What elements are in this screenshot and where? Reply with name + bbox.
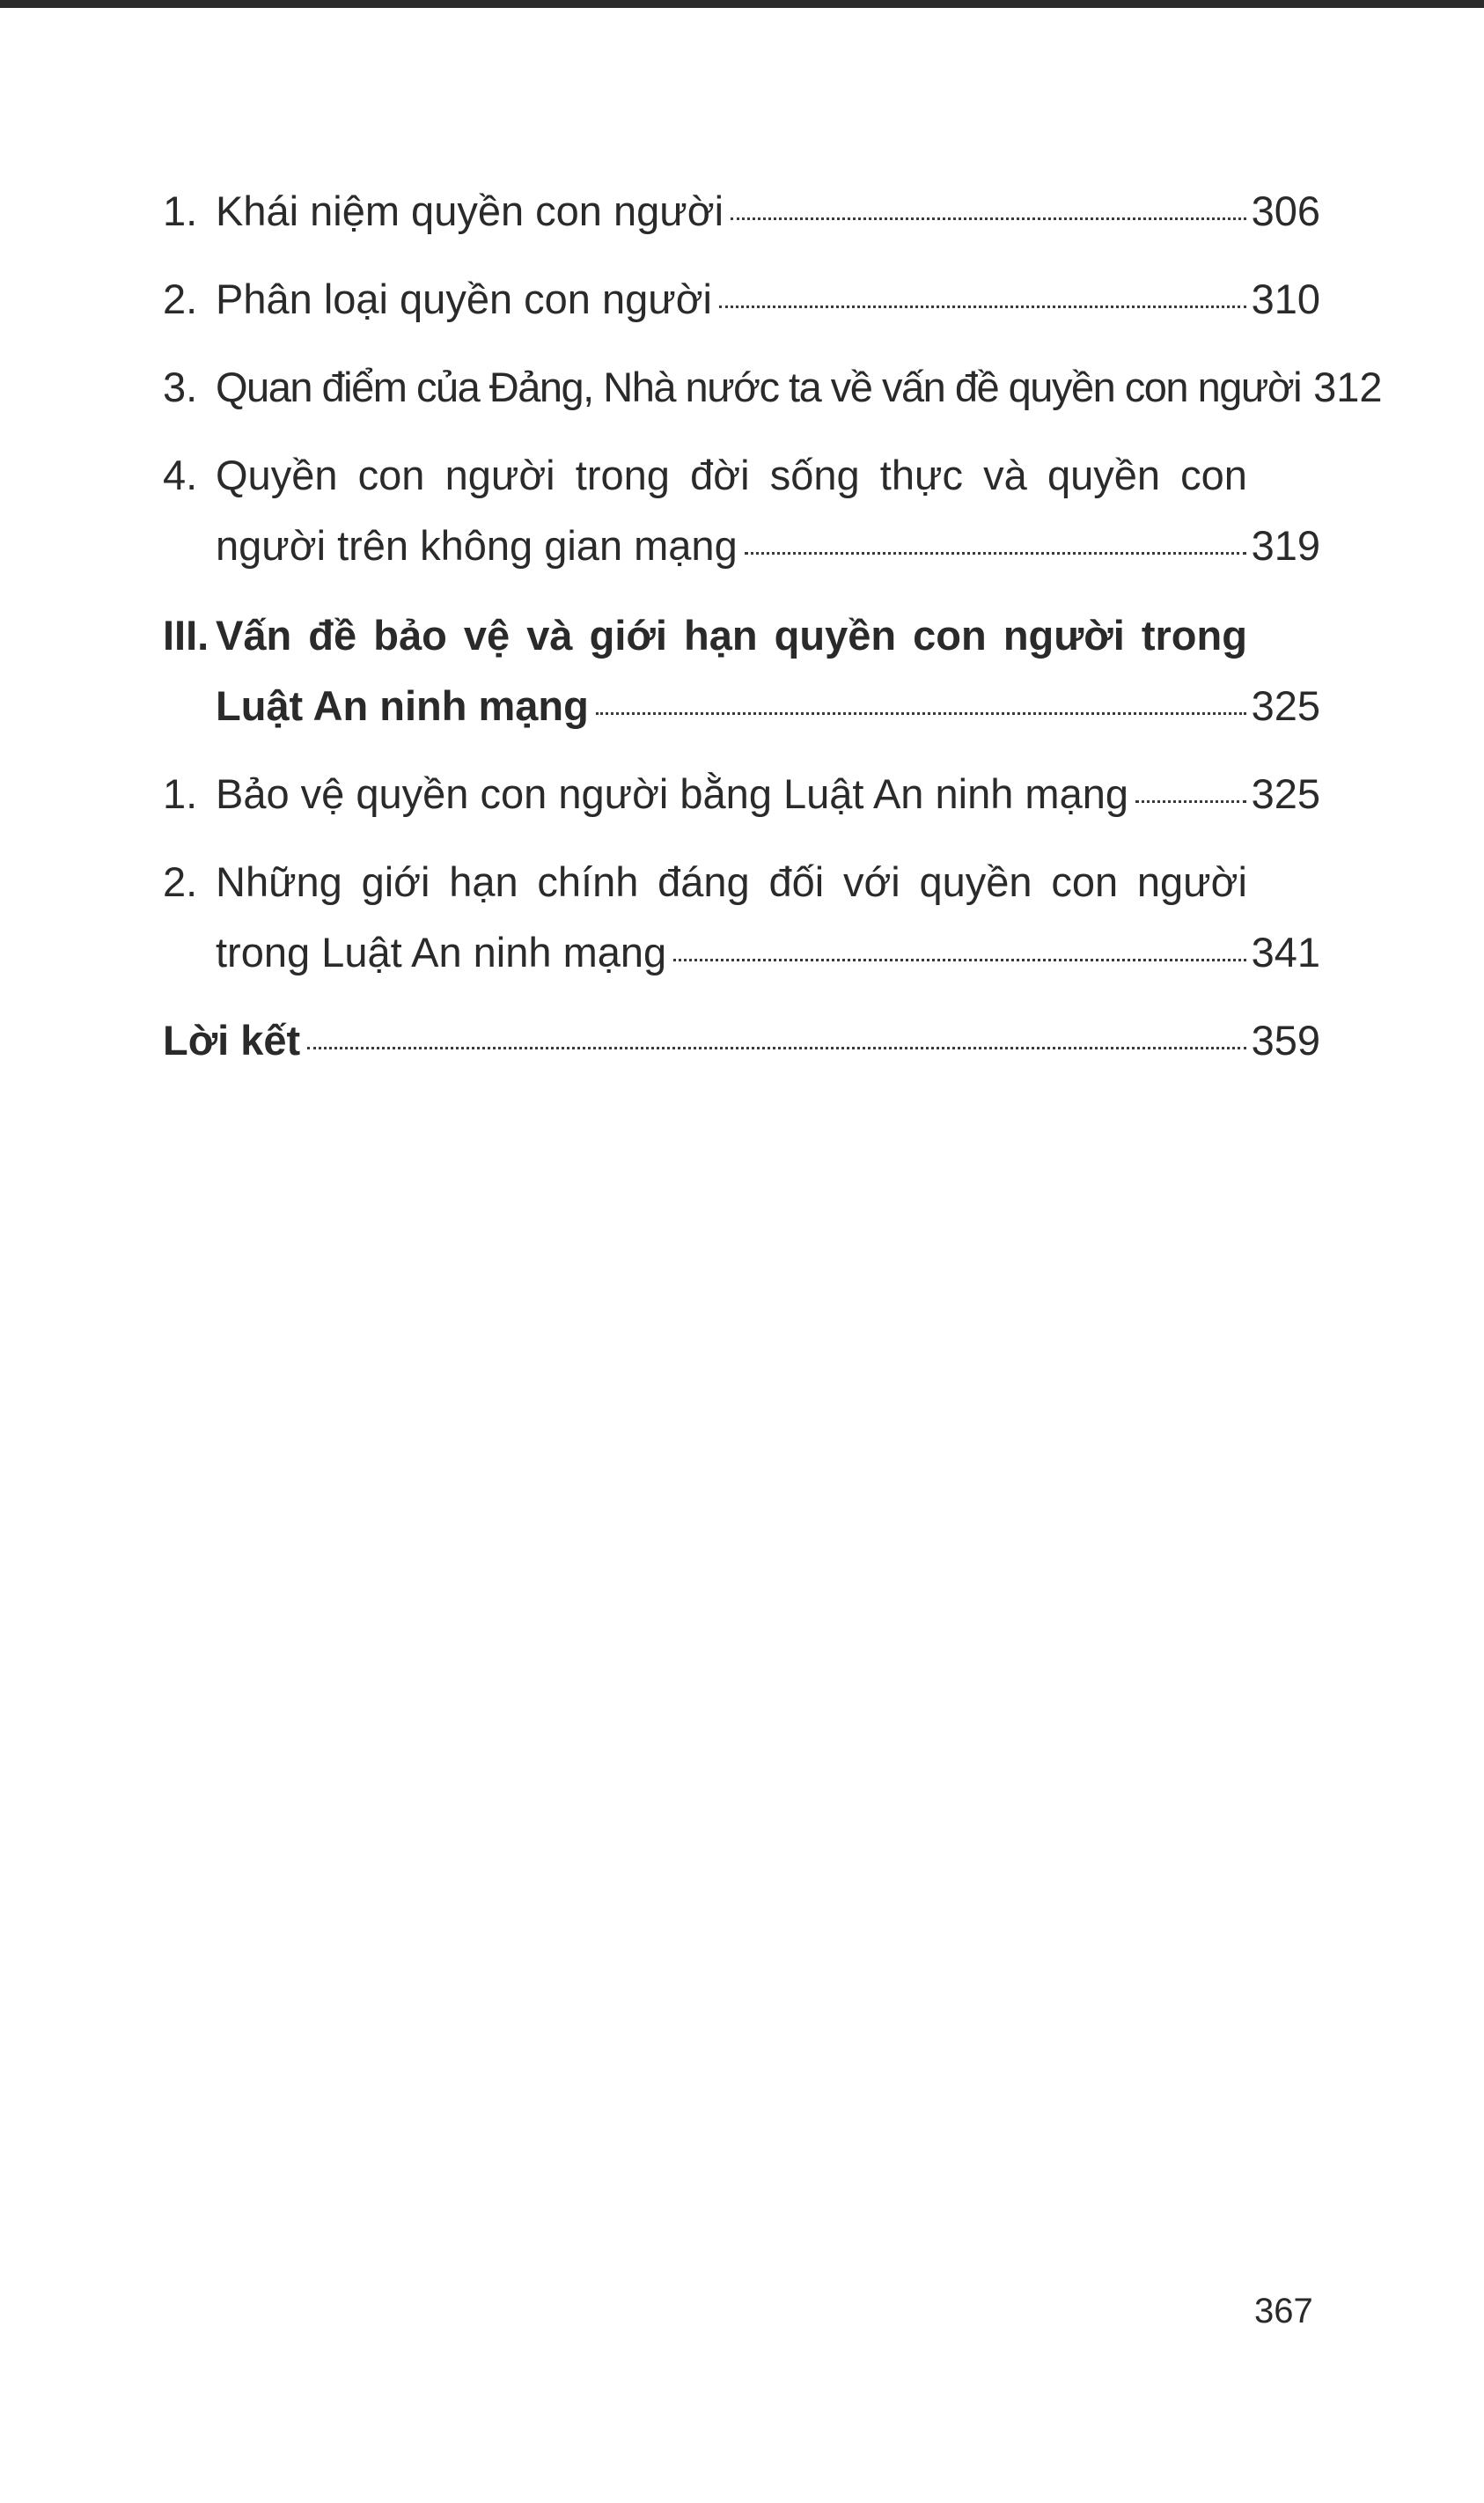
entry-number: 4. bbox=[163, 452, 198, 498]
word: bảo bbox=[373, 612, 447, 659]
word: vệ bbox=[463, 612, 511, 659]
dot-leader bbox=[307, 1047, 1245, 1049]
entry-page: 325 bbox=[1251, 770, 1320, 817]
dot-leader bbox=[745, 552, 1246, 555]
entry-page: 359 bbox=[1251, 1017, 1320, 1064]
entry-title: Bảo vệ quyền con người bằng Luật An ninh mạng bbox=[216, 770, 1128, 817]
word: người bbox=[1136, 858, 1247, 905]
toc-entry-khai-niem[interactable] bbox=[163, 176, 1320, 247]
word: quyền bbox=[1047, 452, 1160, 498]
entry-number: 2. bbox=[163, 276, 198, 322]
word: con bbox=[1180, 452, 1247, 498]
toc-entry-phan-loai[interactable] bbox=[163, 264, 1320, 335]
top-edge-bar bbox=[0, 0, 1484, 8]
toc-entry-quyen-doi-song[interactable] bbox=[163, 440, 1320, 581]
entry-page: 306 bbox=[1251, 188, 1320, 234]
entry-title: Quan điểm của Đảng, Nhà nước ta về vấn đề quyền con người bbox=[216, 364, 1302, 410]
entry-number: 1. bbox=[163, 188, 198, 234]
section-title-line-1 bbox=[216, 600, 1247, 671]
word: giới bbox=[589, 612, 667, 659]
word: chính bbox=[537, 858, 639, 905]
word: đời bbox=[690, 452, 750, 498]
dot-leader bbox=[673, 959, 1245, 961]
entry-title: Khái niệm quyền con người bbox=[216, 188, 724, 234]
entry-page: 325 bbox=[1251, 682, 1320, 729]
toc-entry-loi-ket[interactable] bbox=[163, 1005, 1320, 1076]
table-of-contents bbox=[163, 176, 1383, 1076]
word: đối bbox=[768, 858, 825, 905]
section-title-line-2: Luật An ninh mạng bbox=[216, 682, 589, 729]
toc-entry-quan-diem[interactable] bbox=[163, 352, 1383, 423]
toc-entry-bao-ve[interactable] bbox=[163, 759, 1320, 829]
page-number: 367 bbox=[1254, 2292, 1313, 2330]
entry-title-line-1 bbox=[216, 847, 1247, 917]
word: với bbox=[842, 858, 900, 905]
word: người bbox=[1003, 612, 1125, 659]
entry-page: 310 bbox=[1251, 276, 1320, 322]
word: và bbox=[983, 452, 1027, 498]
entry-title-line-2: người trên không gian mạng bbox=[216, 522, 738, 569]
word: sống bbox=[769, 452, 860, 498]
word: con bbox=[357, 452, 425, 498]
word: đáng bbox=[658, 858, 750, 905]
dot-leader bbox=[731, 217, 1246, 220]
word: quyền bbox=[774, 612, 897, 659]
entry-title: Lời kết bbox=[163, 1017, 301, 1064]
entry-number: 3. bbox=[163, 364, 198, 410]
dot-leader bbox=[596, 712, 1246, 715]
entry-title-line-2: trong Luật An ninh mạng bbox=[216, 929, 667, 975]
word: hạn bbox=[449, 858, 518, 905]
entry-number: 1. bbox=[163, 770, 198, 817]
word: quyền bbox=[919, 858, 1032, 905]
dot-leader bbox=[719, 306, 1246, 308]
word: con bbox=[1051, 858, 1119, 905]
entry-page: 319 bbox=[1251, 522, 1320, 569]
entry-number: 2. bbox=[163, 858, 198, 905]
word: hạn bbox=[684, 612, 758, 659]
word: trong bbox=[1141, 612, 1247, 659]
entry-page: 341 bbox=[1251, 929, 1320, 975]
word: và bbox=[526, 612, 573, 659]
word: Những bbox=[216, 858, 342, 905]
word: đề bbox=[308, 612, 357, 659]
word: thực bbox=[879, 452, 963, 498]
word: con bbox=[913, 612, 987, 659]
toc-section-iii[interactable] bbox=[163, 600, 1320, 741]
entry-title: Phân loại quyền con người bbox=[216, 276, 712, 322]
word: giới bbox=[361, 858, 430, 905]
dot-leader bbox=[1135, 800, 1246, 803]
entry-title-line-1 bbox=[216, 440, 1247, 511]
word: trong bbox=[575, 452, 670, 498]
word: Vấn bbox=[216, 612, 292, 659]
entry-page: 312 bbox=[1313, 364, 1383, 410]
word: Quyền bbox=[216, 452, 338, 498]
toc-entry-gioi-han[interactable] bbox=[163, 847, 1320, 988]
word: người bbox=[444, 452, 555, 498]
section-number: III. bbox=[163, 612, 209, 659]
